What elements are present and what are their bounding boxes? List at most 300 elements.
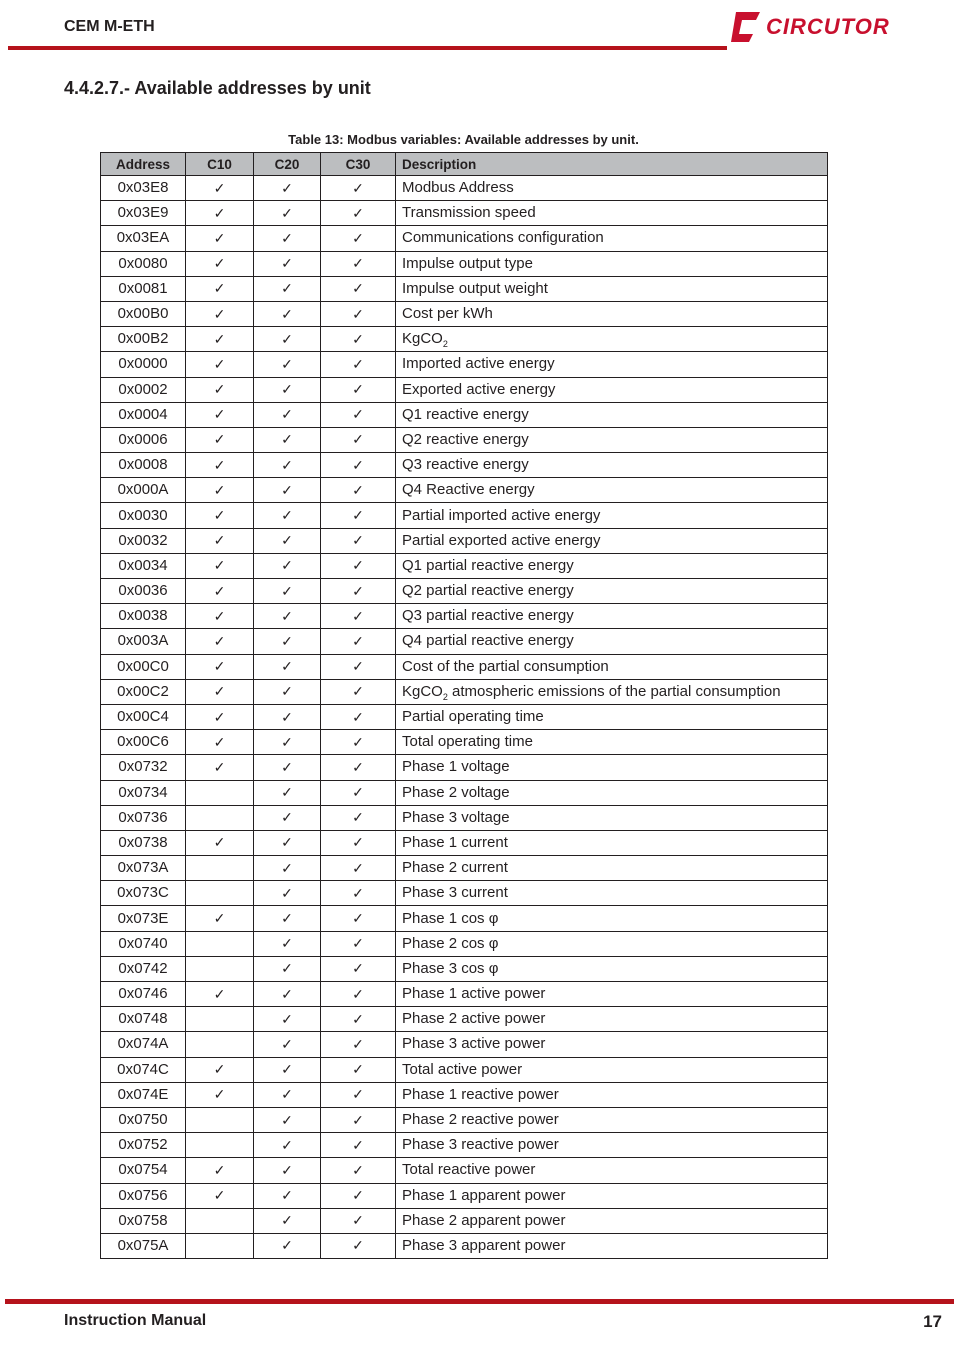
checkmark-icon: ✓: [352, 607, 364, 624]
c20-availability-cell: [254, 226, 321, 251]
description-cell: Phase 1 active power: [396, 982, 828, 1007]
description-cell: Cost per kWh: [396, 301, 828, 326]
description-cell: Phase 1 current: [396, 830, 828, 855]
checkmark-icon: ✓: [281, 557, 293, 574]
description-cell: Phase 1 voltage: [396, 755, 828, 780]
checkmark-icon: ✓: [281, 381, 293, 398]
c30-availability-cell: [321, 679, 396, 704]
description-subscript: 2: [442, 339, 448, 350]
c10-availability-cell: [186, 704, 254, 729]
checkmark-icon: ✓: [281, 985, 293, 1002]
checkmark-icon: ✓: [352, 1212, 364, 1229]
description-cell: Total active power: [396, 1057, 828, 1082]
table-row: [101, 579, 828, 604]
checkmark-icon: ✓: [352, 1086, 364, 1103]
address-cell: 0x0746: [101, 982, 186, 1007]
checkmark-icon: ✓: [281, 1161, 293, 1178]
address-cell: 0x073A: [101, 856, 186, 881]
brand-logo: [730, 9, 890, 45]
checkmark-icon: ✓: [281, 658, 293, 675]
c10-availability-cell: [186, 301, 254, 326]
address-cell: 0x03E8: [101, 176, 186, 201]
description-cell: Impulse output weight: [396, 276, 828, 301]
address-cell: 0x0002: [101, 377, 186, 402]
checkmark-icon: ✓: [213, 985, 226, 1002]
checkmark-icon: ✓: [281, 683, 293, 700]
checkmark-icon: ✓: [213, 305, 226, 322]
c10-availability-cell: [186, 956, 254, 981]
c20-availability-cell: [254, 604, 321, 629]
checkmark-icon: ✓: [213, 1061, 226, 1078]
c10-availability-cell: [186, 881, 254, 906]
description-cell: Phase 3 cos φ: [396, 956, 828, 981]
checkmark-icon: ✓: [352, 658, 364, 675]
address-cell: 0x0742: [101, 956, 186, 981]
address-cell: 0x0736: [101, 805, 186, 830]
checkmark-icon: ✓: [281, 1035, 293, 1052]
c30-availability-cell: [321, 327, 396, 352]
c20-availability-cell: [254, 704, 321, 729]
checkmark-icon: ✓: [213, 456, 226, 473]
checkmark-icon: ✓: [281, 809, 293, 826]
address-cell: 0x073E: [101, 906, 186, 931]
c20-availability-cell: [254, 1057, 321, 1082]
address-cell: 0x03EA: [101, 226, 186, 251]
c30-availability-cell: [321, 427, 396, 452]
address-cell: 0x0756: [101, 1183, 186, 1208]
column-header-c20: C20: [254, 153, 321, 176]
description-cell: Modbus Address: [396, 176, 828, 201]
address-cell: 0x0732: [101, 755, 186, 780]
checkmark-icon: ✓: [352, 935, 364, 952]
table-row: [101, 377, 828, 402]
checkmark-icon: ✓: [281, 1136, 293, 1153]
table-row: [101, 1107, 828, 1132]
c10-availability-cell: [186, 1032, 254, 1057]
checkmark-icon: ✓: [352, 255, 364, 272]
c20-availability-cell: [254, 679, 321, 704]
description-cell: Phase 3 current: [396, 881, 828, 906]
checkmark-icon: ✓: [352, 910, 364, 927]
address-cell: 0x0740: [101, 931, 186, 956]
description-cell: Q3 partial reactive energy: [396, 604, 828, 629]
table-row: [101, 604, 828, 629]
checkmark-icon: ✓: [352, 456, 364, 473]
checkmark-icon: ✓: [213, 683, 226, 700]
table-row: [101, 654, 828, 679]
c30-availability-cell: [321, 453, 396, 478]
checkmark-icon: ✓: [213, 910, 226, 927]
description-text: KgCO: [402, 682, 443, 700]
checkmark-icon: ✓: [352, 481, 364, 498]
checkmark-icon: ✓: [352, 280, 364, 297]
checkmark-icon: ✓: [281, 960, 293, 977]
checkmark-icon: ✓: [281, 431, 293, 448]
checkmark-icon: ✓: [213, 557, 226, 574]
table-row: [101, 176, 828, 201]
address-cell: 0x0748: [101, 1007, 186, 1032]
c20-availability-cell: [254, 1007, 321, 1032]
c30-availability-cell: [321, 730, 396, 755]
table-row: [101, 1183, 828, 1208]
column-header-c10: C10: [186, 153, 254, 176]
table-row: [101, 881, 828, 906]
address-cell: 0x0032: [101, 528, 186, 553]
checkmark-icon: ✓: [213, 355, 226, 372]
c20-availability-cell: [254, 201, 321, 226]
address-cell: 0x0008: [101, 453, 186, 478]
checkmark-icon: ✓: [281, 204, 293, 221]
checkmark-icon: ✓: [281, 834, 293, 851]
checkmark-icon: ✓: [281, 733, 293, 750]
c30-availability-cell: [321, 629, 396, 654]
checkmark-icon: ✓: [213, 658, 226, 675]
checkmark-icon: ✓: [213, 255, 226, 272]
c10-availability-cell: [186, 478, 254, 503]
c10-availability-cell: [186, 604, 254, 629]
checkmark-icon: ✓: [213, 229, 226, 246]
document-title: CEM M-ETH: [64, 18, 155, 35]
c30-availability-cell: [321, 1183, 396, 1208]
c20-availability-cell: [254, 377, 321, 402]
c10-availability-cell: [186, 780, 254, 805]
brand-name: CIRCUTOR: [766, 14, 890, 39]
checkmark-icon: ✓: [352, 381, 364, 398]
checkmark-icon: ✓: [281, 507, 293, 524]
c20-availability-cell: [254, 629, 321, 654]
description-cell: Phase 3 reactive power: [396, 1133, 828, 1158]
c20-availability-cell: [254, 1133, 321, 1158]
table-row: [101, 402, 828, 427]
c30-availability-cell: [321, 805, 396, 830]
c10-availability-cell: [186, 453, 254, 478]
checkmark-icon: ✓: [352, 1187, 364, 1204]
c10-availability-cell: [186, 528, 254, 553]
description-cell: Imported active energy: [396, 352, 828, 377]
table-row: [101, 982, 828, 1007]
checkmark-icon: ✓: [213, 1161, 226, 1178]
c30-availability-cell: [321, 201, 396, 226]
checkmark-icon: ✓: [281, 1086, 293, 1103]
modbus-variables-table: [100, 152, 828, 1259]
address-cell: 0x074C: [101, 1057, 186, 1082]
checkmark-icon: ✓: [352, 355, 364, 372]
table-row: [101, 201, 828, 226]
checkmark-icon: ✓: [213, 632, 226, 649]
table-row: [101, 276, 828, 301]
c10-availability-cell: [186, 1158, 254, 1183]
c30-availability-cell: [321, 982, 396, 1007]
c30-availability-cell: [321, 830, 396, 855]
description-cell: Phase 1 reactive power: [396, 1082, 828, 1107]
table-row: [101, 327, 828, 352]
description-cell: Q3 reactive energy: [396, 453, 828, 478]
checkmark-icon: ✓: [213, 481, 226, 498]
address-cell: 0x00B2: [101, 327, 186, 352]
c10-availability-cell: [186, 352, 254, 377]
page-number: 17: [923, 1312, 942, 1331]
c20-availability-cell: [254, 1208, 321, 1233]
c30-availability-cell: [321, 906, 396, 931]
c30-availability-cell: [321, 579, 396, 604]
c10-availability-cell: [186, 830, 254, 855]
address-cell: 0x074E: [101, 1082, 186, 1107]
column-header-description: Description: [396, 153, 828, 176]
c30-availability-cell: [321, 276, 396, 301]
column-header-address: Address: [101, 153, 186, 176]
description-cell: Q1 reactive energy: [396, 402, 828, 427]
header-rule: [8, 46, 727, 50]
table-row: [101, 453, 828, 478]
checkmark-icon: ✓: [281, 406, 293, 423]
table-row: [101, 528, 828, 553]
checkmark-icon: ✓: [281, 1212, 293, 1229]
table-row: [101, 1133, 828, 1158]
c30-availability-cell: [321, 1082, 396, 1107]
table-row: [101, 352, 828, 377]
c20-availability-cell: [254, 830, 321, 855]
description-cell: Phase 2 apparent power: [396, 1208, 828, 1233]
c20-availability-cell: [254, 1082, 321, 1107]
c20-availability-cell: [254, 427, 321, 452]
table-caption: Table 13: Modbus variables: Available addresses by unit.: [288, 132, 639, 147]
description-cell: Total operating time: [396, 730, 828, 755]
section-title: 4.4.2.7.- Available addresses by unit: [64, 78, 371, 98]
checkmark-icon: ✓: [281, 330, 293, 347]
table-body: [101, 176, 828, 1259]
address-cell: 0x0038: [101, 604, 186, 629]
c30-availability-cell: [321, 654, 396, 679]
table-row: [101, 251, 828, 276]
checkmark-icon: ✓: [352, 1161, 364, 1178]
description-cell: Impulse output type: [396, 251, 828, 276]
c30-availability-cell: [321, 301, 396, 326]
description-cell: Q2 reactive energy: [396, 427, 828, 452]
checkmark-icon: ✓: [352, 683, 364, 700]
c10-availability-cell: [186, 1107, 254, 1132]
description-cell: Phase 2 voltage: [396, 780, 828, 805]
checkmark-icon: ✓: [281, 859, 293, 876]
checkmark-icon: ✓: [352, 632, 364, 649]
checkmark-icon: ✓: [352, 229, 364, 246]
checkmark-icon: ✓: [213, 1086, 226, 1103]
address-cell: 0x003A: [101, 629, 186, 654]
checkmark-icon: ✓: [213, 330, 226, 347]
address-cell: 0x00C6: [101, 730, 186, 755]
c30-availability-cell: [321, 1233, 396, 1258]
c10-availability-cell: [186, 1183, 254, 1208]
table-row: [101, 478, 828, 503]
address-cell: 0x0738: [101, 830, 186, 855]
table-row: [101, 830, 828, 855]
checkmark-icon: ✓: [352, 884, 364, 901]
address-cell: 0x00C2: [101, 679, 186, 704]
description-cell: Partial operating time: [396, 704, 828, 729]
checkmark-icon: ✓: [352, 758, 364, 775]
c10-availability-cell: [186, 579, 254, 604]
checkmark-icon: ✓: [281, 305, 293, 322]
table-header-row: [101, 153, 828, 176]
c20-availability-cell: [254, 1183, 321, 1208]
address-cell: 0x0734: [101, 780, 186, 805]
c10-availability-cell: [186, 553, 254, 578]
c20-availability-cell: [254, 730, 321, 755]
c20-availability-cell: [254, 503, 321, 528]
checkmark-icon: ✓: [352, 1061, 364, 1078]
c20-availability-cell: [254, 402, 321, 427]
description-cell: Phase 2 reactive power: [396, 1107, 828, 1132]
c10-availability-cell: [186, 226, 254, 251]
checkmark-icon: ✓: [281, 884, 293, 901]
checkmark-icon: ✓: [281, 1237, 293, 1254]
checkmark-icon: ✓: [352, 809, 364, 826]
c30-availability-cell: [321, 1208, 396, 1233]
address-cell: 0x0758: [101, 1208, 186, 1233]
checkmark-icon: ✓: [281, 1187, 293, 1204]
checkmark-icon: ✓: [352, 532, 364, 549]
c30-availability-cell: [321, 1158, 396, 1183]
c10-availability-cell: [186, 982, 254, 1007]
c30-availability-cell: [321, 1107, 396, 1132]
table-row: [101, 906, 828, 931]
checkmark-icon: ✓: [352, 1237, 364, 1254]
c30-availability-cell: [321, 402, 396, 427]
c10-availability-cell: [186, 755, 254, 780]
c30-availability-cell: [321, 881, 396, 906]
c30-availability-cell: [321, 251, 396, 276]
table-row: [101, 503, 828, 528]
checkmark-icon: ✓: [352, 305, 364, 322]
checkmark-icon: ✓: [213, 607, 226, 624]
checkmark-icon: ✓: [213, 834, 226, 851]
table-row: [101, 1082, 828, 1107]
description-cell: Partial exported active energy: [396, 528, 828, 553]
c30-availability-cell: [321, 956, 396, 981]
checkmark-icon: ✓: [281, 784, 293, 801]
checkmark-icon: ✓: [281, 229, 293, 246]
checkmark-icon: ✓: [213, 733, 226, 750]
checkmark-icon: ✓: [352, 784, 364, 801]
c30-availability-cell: [321, 704, 396, 729]
description-cell: Phase 1 apparent power: [396, 1183, 828, 1208]
checkmark-icon: ✓: [281, 632, 293, 649]
checkmark-icon: ✓: [352, 859, 364, 876]
description-cell: Phase 2 current: [396, 856, 828, 881]
c30-availability-cell: [321, 352, 396, 377]
c10-availability-cell: [186, 427, 254, 452]
description-cell: Transmission speed: [396, 201, 828, 226]
c10-availability-cell: [186, 201, 254, 226]
c10-availability-cell: [186, 1057, 254, 1082]
c30-availability-cell: [321, 226, 396, 251]
checkmark-icon: ✓: [352, 406, 364, 423]
checkmark-icon: ✓: [352, 985, 364, 1002]
c10-availability-cell: [186, 176, 254, 201]
description-text: KgCO: [402, 330, 443, 348]
checkmark-icon: ✓: [281, 758, 293, 775]
c30-availability-cell: [321, 553, 396, 578]
c20-availability-cell: [254, 931, 321, 956]
description-cell: Communications configuration: [396, 226, 828, 251]
table-row: [101, 755, 828, 780]
c30-availability-cell: [321, 478, 396, 503]
checkmark-icon: ✓: [352, 507, 364, 524]
description-cell: Phase 1 cos φ: [396, 906, 828, 931]
checkmark-icon: ✓: [352, 557, 364, 574]
description-cell: Cost of the partial consumption: [396, 654, 828, 679]
table-row: [101, 679, 828, 704]
c10-availability-cell: [186, 629, 254, 654]
table-row: [101, 553, 828, 578]
table-row: [101, 1158, 828, 1183]
table-row: [101, 956, 828, 981]
checkmark-icon: ✓: [281, 355, 293, 372]
c10-availability-cell: [186, 402, 254, 427]
table-row: [101, 629, 828, 654]
description-cell: Phase 2 cos φ: [396, 931, 828, 956]
table-row: [101, 1032, 828, 1057]
c10-availability-cell: [186, 679, 254, 704]
c10-availability-cell: [186, 503, 254, 528]
c10-availability-cell: [186, 251, 254, 276]
checkmark-icon: ✓: [352, 179, 364, 196]
table-row: [101, 931, 828, 956]
address-cell: 0x075A: [101, 1233, 186, 1258]
checkmark-icon: ✓: [281, 708, 293, 725]
address-cell: 0x0080: [101, 251, 186, 276]
address-cell: 0x0000: [101, 352, 186, 377]
c20-availability-cell: [254, 856, 321, 881]
table-row: [101, 780, 828, 805]
description-cell: [396, 679, 828, 704]
description-cell: Phase 3 voltage: [396, 805, 828, 830]
checkmark-icon: ✓: [281, 582, 293, 599]
address-cell: 0x074A: [101, 1032, 186, 1057]
c10-availability-cell: [186, 730, 254, 755]
checkmark-icon: ✓: [281, 1061, 293, 1078]
checkmark-icon: ✓: [352, 708, 364, 725]
checkmark-icon: ✓: [213, 758, 226, 775]
address-cell: 0x073C: [101, 881, 186, 906]
description-cell: [396, 327, 828, 352]
address-cell: 0x0034: [101, 553, 186, 578]
description-cell: Partial imported active energy: [396, 503, 828, 528]
c10-availability-cell: [186, 1082, 254, 1107]
description-subscript: 2: [442, 691, 448, 702]
checkmark-icon: ✓: [213, 431, 226, 448]
description-cell: Q2 partial reactive energy: [396, 579, 828, 604]
c20-availability-cell: [254, 528, 321, 553]
c30-availability-cell: [321, 931, 396, 956]
checkmark-icon: ✓: [352, 1010, 364, 1027]
table-row: [101, 301, 828, 326]
c30-availability-cell: [321, 856, 396, 881]
checkmark-icon: ✓: [213, 532, 226, 549]
checkmark-icon: ✓: [213, 582, 226, 599]
description-cell: Q4 partial reactive energy: [396, 629, 828, 654]
c10-availability-cell: [186, 1007, 254, 1032]
c10-availability-cell: [186, 654, 254, 679]
address-cell: 0x03E9: [101, 201, 186, 226]
c10-availability-cell: [186, 1233, 254, 1258]
c20-availability-cell: [254, 1032, 321, 1057]
c20-availability-cell: [254, 327, 321, 352]
description-cell: Exported active energy: [396, 377, 828, 402]
address-cell: 0x00C0: [101, 654, 186, 679]
c20-availability-cell: [254, 453, 321, 478]
address-cell: 0x00C4: [101, 704, 186, 729]
c20-availability-cell: [254, 352, 321, 377]
